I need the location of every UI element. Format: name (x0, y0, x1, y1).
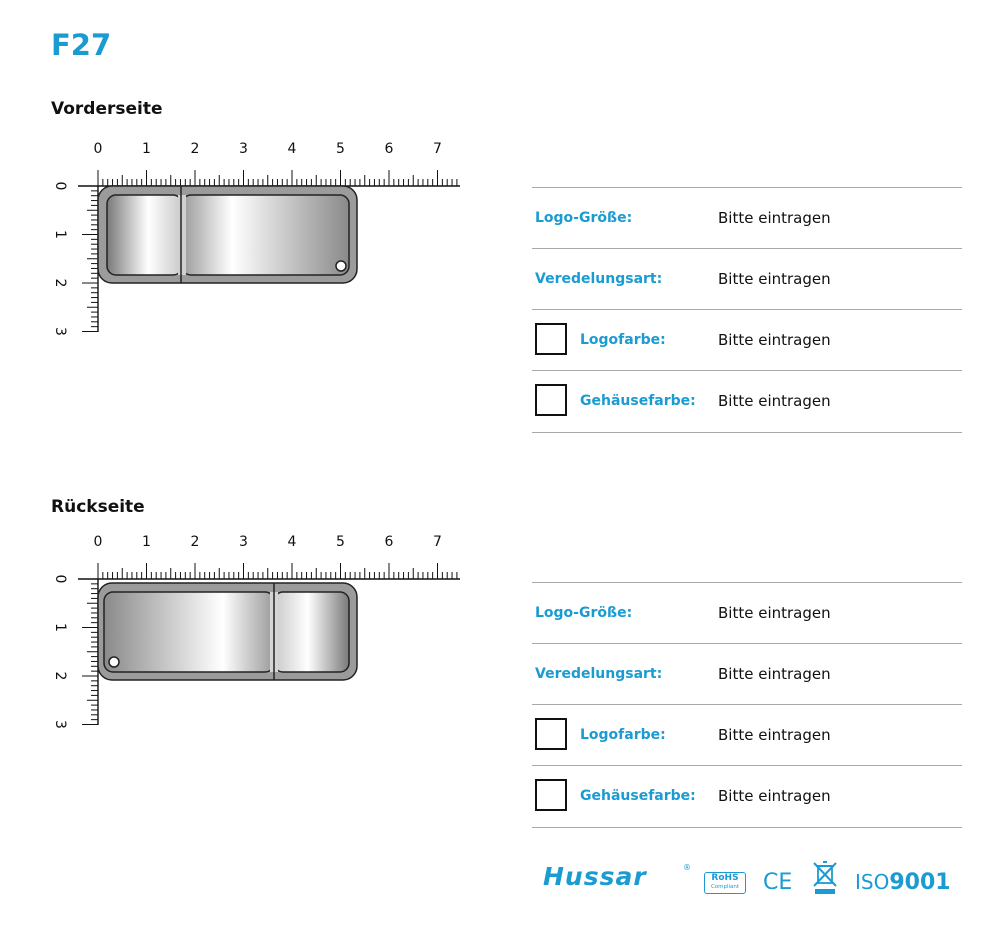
spec-value[interactable]: Bitte eintragen (718, 665, 831, 683)
spec-row-logo-color (532, 309, 962, 371)
spec-label: Gehäusefarbe: (580, 393, 696, 409)
side-tick-label: 2 (52, 671, 68, 681)
hussar-logo: Hussar (543, 862, 647, 891)
top-tick-label: 5 (336, 534, 345, 550)
back-ruler-drawing (40, 532, 470, 736)
back-top-scale (78, 534, 460, 579)
top-tick-label: 3 (239, 141, 248, 157)
model-title: F27 (51, 28, 112, 62)
front-ruler-svg (40, 138, 470, 338)
top-tick-label: 7 (433, 141, 442, 157)
spec-label: Logo-Größe: (535, 210, 633, 226)
back-usb-stick-drawing (98, 583, 357, 680)
spec-label: Logofarbe: (580, 332, 666, 348)
side-tick-label: 3 (52, 327, 68, 336)
logo-color-checkbox[interactable] (535, 323, 567, 355)
top-tick-label: 2 (190, 534, 200, 550)
front-side-heading: Vorderseite (51, 99, 163, 119)
top-tick-label: 7 (433, 534, 442, 550)
lanyard-hole (109, 657, 119, 667)
spec-value[interactable]: Bitte eintragen (718, 726, 831, 744)
spec-value[interactable]: Bitte eintragen (718, 270, 831, 288)
side-tick-label: 1 (52, 230, 68, 239)
lanyard-hole (336, 261, 346, 271)
side-tick-label: 0 (52, 574, 68, 584)
ce-mark: CE (763, 870, 793, 895)
spec-value[interactable]: Bitte eintragen (718, 392, 831, 410)
spec-row-finishing (532, 248, 962, 310)
front-top-scale (78, 141, 460, 186)
front-usb-stick-drawing (98, 186, 357, 283)
spec-label: Logo-Größe: (535, 605, 633, 621)
top-tick-label: 4 (287, 534, 297, 550)
certification-logos (543, 860, 963, 900)
spec-row-logo-color (532, 704, 962, 766)
top-tick-label: 1 (142, 141, 151, 157)
logo-color-checkbox[interactable] (535, 718, 567, 750)
rohs-logo (704, 872, 746, 894)
spec-row-finishing (532, 643, 962, 705)
front-ruler-drawing (40, 138, 470, 342)
side-tick-label: 0 (52, 181, 68, 191)
spec-label: Logofarbe: (580, 727, 666, 743)
top-tick-label: 3 (239, 534, 248, 550)
iso-prefix: ISO (855, 870, 890, 894)
top-tick-label: 1 (142, 534, 151, 550)
rohs-text: RoHS (711, 873, 739, 883)
spec-label: Veredelungsart: (535, 271, 663, 287)
spec-value[interactable]: Bitte eintragen (718, 604, 831, 622)
top-tick-label: 2 (190, 141, 200, 157)
iso-9001-logo (855, 870, 951, 895)
side-tick-label: 1 (52, 623, 68, 632)
top-tick-label: 0 (93, 141, 103, 157)
top-tick-label: 6 (384, 141, 394, 157)
spec-label: Veredelungsart: (535, 666, 663, 682)
spec-value[interactable]: Bitte eintragen (718, 787, 831, 805)
top-tick-label: 4 (287, 141, 297, 157)
back-side-scale (52, 575, 98, 729)
front-side-scale (52, 182, 98, 336)
case-color-checkbox[interactable] (535, 384, 567, 416)
spec-row-logo-size (532, 187, 962, 249)
spec-value[interactable]: Bitte eintragen (718, 331, 831, 349)
back-ruler-svg (40, 532, 470, 732)
back-side-heading: Rückseite (51, 497, 145, 517)
spec-value[interactable]: Bitte eintragen (718, 209, 831, 227)
top-tick-label: 0 (93, 534, 103, 550)
side-tick-label: 3 (52, 720, 68, 729)
spec-row-case-color (532, 765, 962, 828)
spec-row-case-color (532, 370, 962, 433)
spec-row-logo-size (532, 582, 962, 644)
side-tick-label: 2 (52, 278, 68, 288)
iso-number: 9001 (889, 870, 951, 895)
registered-mark: ® (683, 863, 691, 872)
spec-label: Gehäusefarbe: (580, 788, 696, 804)
top-tick-label: 5 (336, 141, 345, 157)
weee-bin-icon (812, 860, 838, 900)
case-color-checkbox[interactable] (535, 779, 567, 811)
rohs-compliant-text: Compliant (710, 884, 740, 890)
top-tick-label: 6 (384, 534, 394, 550)
